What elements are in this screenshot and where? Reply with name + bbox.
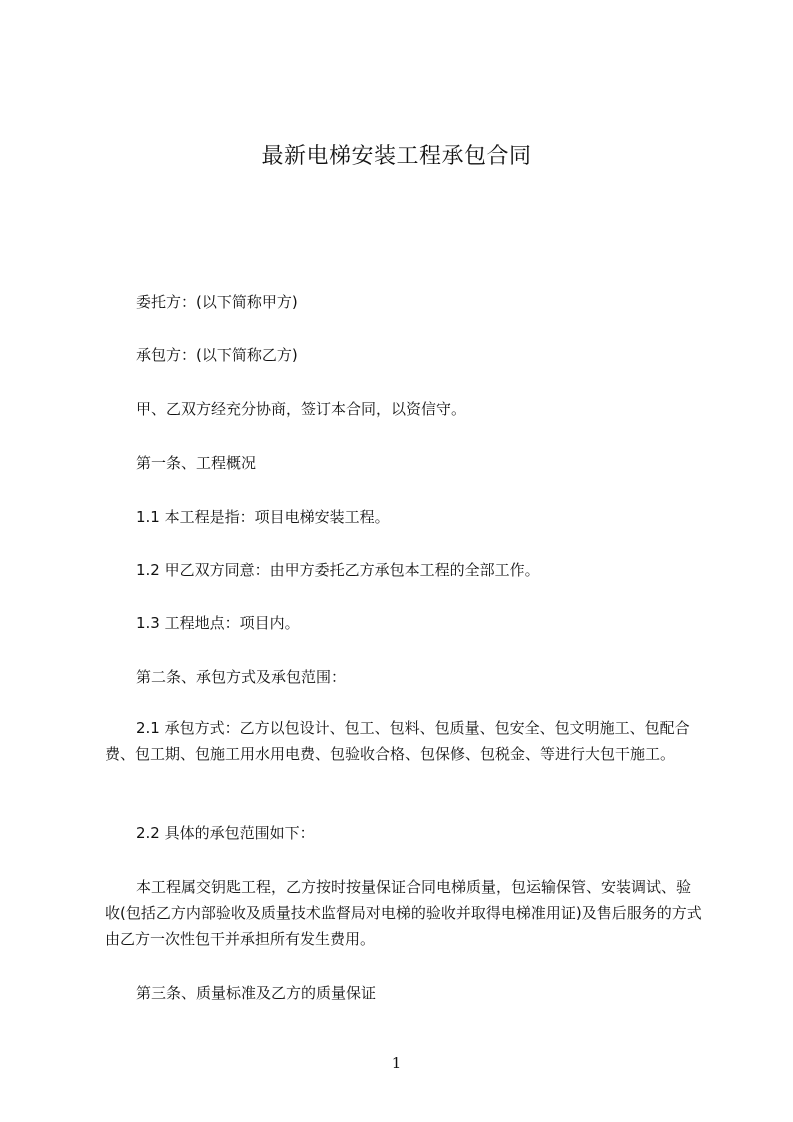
article-1-heading: 第一条、工程概况	[136, 454, 257, 472]
clause-2-2-detail: 本工程属交钥匙工程，乙方按时按量保证合同电梯质量，包运输保管、安装调试、验收(包括乙方内部验收及质量技术监督局对电梯的验收并取得电梯准用证)及售后服务的方式由乙方一次性包干并承担所有发生费用。	[105, 878, 702, 948]
clause-1-1: 1.1 本工程是指：项目电梯安装工程。	[136, 508, 390, 526]
clause-2-2: 2.2 具体的承包范围如下：	[136, 824, 315, 842]
paragraph-contractor: 承包方：(以下简称乙方)	[136, 346, 298, 364]
article-3-heading: 第三条、质量标准及乙方的质量保证	[136, 984, 377, 1002]
article-2-heading: 第二条、承包方式及承包范围：	[136, 668, 347, 686]
paragraph-client: 委托方：(以下简称甲方)	[136, 293, 298, 311]
clause-1-3: 1.3 工程地点：项目内。	[136, 614, 300, 632]
paragraph-agreement: 甲、乙双方经充分协商，签订本合同，以资信守。	[136, 400, 467, 418]
document-title: 最新电梯安装工程承包合同	[261, 144, 532, 169]
clause-2-1: 2.1 承包方式：乙方以包设计、包工、包料、包质量、包安全、包文明施工、包配合费、包工期、包施工用水用电费、包验收合格、包保修、包税金、等进行大包干施工。	[105, 719, 690, 763]
page-number: 1	[391, 1054, 402, 1072]
clause-1-2: 1.2 甲乙双方同意：由甲方委托乙方承包本工程的全部工作。	[136, 561, 540, 579]
